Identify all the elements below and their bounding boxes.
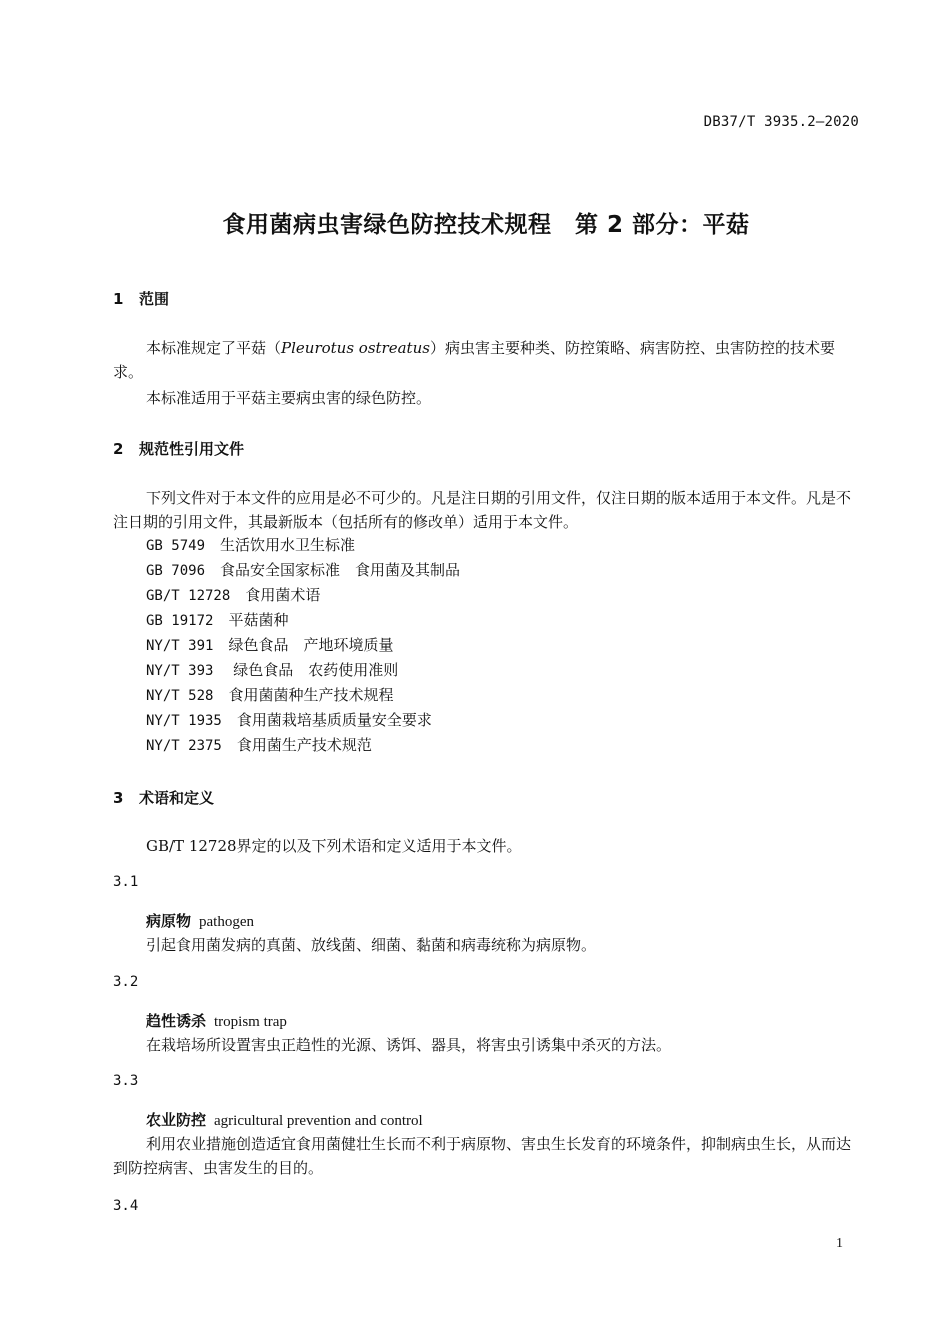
reference-item xyxy=(146,584,460,609)
reference-code: GB 5749 xyxy=(146,538,206,554)
term-definition: 在栽培场所设置害虫正趋性的光源、诱饵、器具，将害虫引诱集中杀灭的方法。 xyxy=(146,1036,672,1054)
section-title: 术语和定义 xyxy=(139,789,215,807)
term-english: agricultural prevention and control xyxy=(214,1113,423,1129)
reference-item xyxy=(146,734,460,759)
reference-code: NY/T 1935 xyxy=(146,713,222,729)
reference-item xyxy=(146,609,460,634)
reference-title: 食用菌菌种生产技术规程 xyxy=(228,686,394,704)
term-entry-heading xyxy=(146,1010,287,1031)
term-english: tropism trap xyxy=(214,1014,287,1030)
term-entry-heading xyxy=(146,910,254,931)
section-heading-references xyxy=(113,438,244,459)
standard-code: DB37/T 3935.2—2020 xyxy=(703,114,859,130)
reference-title: 食用菌生产技术规范 xyxy=(236,736,372,754)
section-number: 2 xyxy=(113,440,124,458)
scope-paragraph-1 xyxy=(113,336,861,384)
section-number: 1 xyxy=(113,290,124,308)
reference-list xyxy=(146,534,460,759)
document-title: 食用菌病虫害绿色防控技术规程 第 2 部分：平菇 xyxy=(222,212,750,238)
reference-code: NY/T 2375 xyxy=(146,738,222,754)
reference-code: GB 19172 xyxy=(146,613,214,629)
section-title: 范围 xyxy=(139,290,170,308)
page-number: 1 xyxy=(836,1236,843,1251)
section-number: 3 xyxy=(113,789,124,807)
term-chinese: 农业防控 xyxy=(146,1111,207,1129)
reference-title: 食用菌术语 xyxy=(245,586,321,604)
reference-code: NY/T 528 xyxy=(146,688,214,704)
section-heading-terms xyxy=(113,787,214,808)
reference-code: NY/T 393 xyxy=(146,663,214,679)
term-chinese: 病原物 xyxy=(146,912,192,930)
reference-item xyxy=(146,634,460,659)
reference-item xyxy=(146,709,460,734)
reference-title: 食品安全国家标准 食用菌及其制品 xyxy=(220,561,461,579)
term-english: pathogen xyxy=(199,914,254,930)
term-entry-heading xyxy=(146,1109,423,1130)
reference-code: GB/T 12728 xyxy=(146,588,231,604)
clause-number: 3.1 xyxy=(113,874,139,890)
reference-title: 绿色食品 农药使用准则 xyxy=(228,661,399,679)
reference-item xyxy=(146,659,460,684)
term-definition: 利用农业措施创造适宜食用菌健壮生长而不利于病原物、害虫生长发育的环境条件，抑制病虫生长，从而达到防控病害、虫害发生的目的。 xyxy=(113,1135,852,1177)
scope-paragraph-2: 本标准适用于平菇主要病虫害的绿色防控。 xyxy=(146,389,432,407)
reference-item xyxy=(146,559,460,584)
references-intro: 下列文件对于本文件的应用是必不可少的。凡是注日期的引用文件，仅注日期的版本适用于本文件。凡是不注日期的引用文件，其最新版本（包括所有的修改单）适用于本文件。 xyxy=(113,489,852,531)
term-chinese: 趋性诱杀 xyxy=(146,1012,207,1030)
reference-item xyxy=(146,534,460,559)
terms-intro: GB/T 12728界定的以及下列术语和定义适用于本文件。 xyxy=(146,837,522,855)
clause-number: 3.4 xyxy=(113,1198,139,1214)
reference-title: 绿色食品 产地环境质量 xyxy=(228,636,394,654)
reference-code: NY/T 391 xyxy=(146,638,214,654)
clause-number: 3.2 xyxy=(113,974,139,990)
latin-name: Pleurotus ostreatus xyxy=(281,339,430,357)
scope-text: ）病虫害主要种类、防控策略、病害防控、虫害防控的技术要求。 xyxy=(113,339,835,381)
term-definition: 引起食用菌发病的真菌、放线菌、细菌、黏菌和病毒统称为病原物。 xyxy=(146,936,597,954)
reference-item xyxy=(146,684,460,709)
clause-number: 3.3 xyxy=(113,1073,139,1089)
reference-title: 食用菌栽培基质质量安全要求 xyxy=(236,711,432,729)
scope-text: 本标准规定了平菇（ xyxy=(146,339,282,357)
reference-code: GB 7096 xyxy=(146,563,206,579)
reference-title: 平菇菌种 xyxy=(228,611,289,629)
section-title: 规范性引用文件 xyxy=(139,440,245,458)
section-heading-scope xyxy=(113,288,169,309)
reference-title: 生活饮用水卫生标准 xyxy=(220,536,356,554)
